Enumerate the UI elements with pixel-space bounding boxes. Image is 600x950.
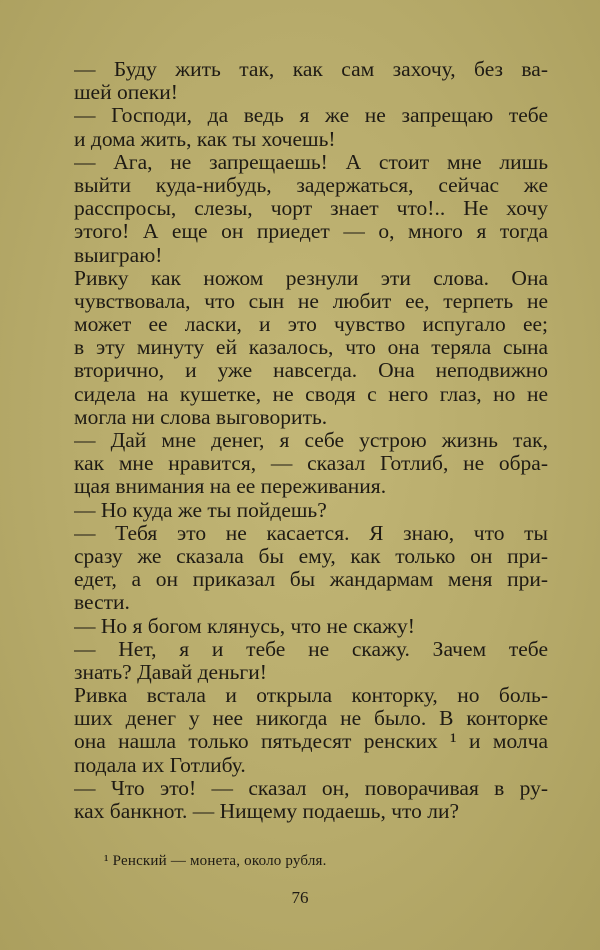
text-line: — Буду жить так, как сам захочу, без ва- (74, 58, 548, 81)
text-line: едет, а он приказал бы жандармам меня при- (74, 568, 548, 592)
page-number: 76 (291, 888, 309, 907)
text-line: вторично, и уже навсегда. Она неподвижно (74, 359, 548, 383)
text-line: Ривку как ножом резнули эти слова. Она (74, 266, 548, 290)
footnote: ¹ Ренский — монета, около рубля. (104, 853, 327, 869)
text-line: может ее ласки, и это чувство испугало ее; (74, 313, 548, 337)
text-line: — Но я богом клянусь, что не скажу! (74, 614, 415, 638)
text-line: как мне нравится, — сказал Готлиб, не обра- (74, 452, 548, 476)
text-line: расспросы, слезы, чорт знает что!.. Не хочу (74, 197, 548, 221)
text-line: выиграю! (74, 243, 163, 267)
text-line: сидела на кушетке, не сводя с него глаз, но не (74, 382, 548, 406)
text-line: — Но куда же ты пойдешь? (74, 498, 327, 522)
text-line: шей опеки! (74, 81, 178, 105)
text-line: чувствовала, что сын не любит ее, терпеть не (74, 289, 548, 313)
text-line: — Тебя это не касается. Я знаю, что ты (74, 521, 548, 545)
body-text (74, 58, 548, 823)
text-line: подала их Готлибу. (74, 753, 246, 777)
text-line: в эту минуту ей казалось, что она теряла сына (74, 336, 548, 360)
text-line: — Ага, не запрещаешь! А стоит мне лишь (74, 150, 548, 174)
text-line: ках банкнот. — Нищему подаешь, что ли? (74, 800, 460, 823)
text-line: Ривка встала и открыла конторку, но боль- (74, 684, 548, 708)
text-line: — Что это! — сказал он, поворачивая в ру- (74, 776, 548, 800)
text-line: она нашла только пятьдесят ренских ¹ и молча (74, 730, 548, 754)
text-line: — Нет, я и тебе не скажу. Зачем тебе (74, 637, 548, 661)
text-line: сразу же сказала бы ему, как только он при- (74, 544, 548, 568)
text-line: вести. (74, 591, 130, 615)
text-line: — Господи, да ведь я же не запрещаю тебе (74, 104, 548, 128)
text-line: выйти куда-нибудь, задержаться, сейчас же (74, 173, 548, 197)
text-line: ших денег у нее никогда не было. В конторке (74, 707, 548, 731)
text-line: этого! А еще он приедет — о, много я тогда (74, 220, 548, 244)
text-line: знать? Давай деньги! (74, 660, 267, 684)
text-line: могла ни слова выговорить. (74, 405, 328, 429)
text-line: — Дай мне денег, я себе устрою жизнь так, (74, 429, 548, 452)
text-line: и дома жить, как ты хочешь! (74, 127, 336, 151)
text-line: щая внимания на ее переживания. (74, 475, 387, 499)
